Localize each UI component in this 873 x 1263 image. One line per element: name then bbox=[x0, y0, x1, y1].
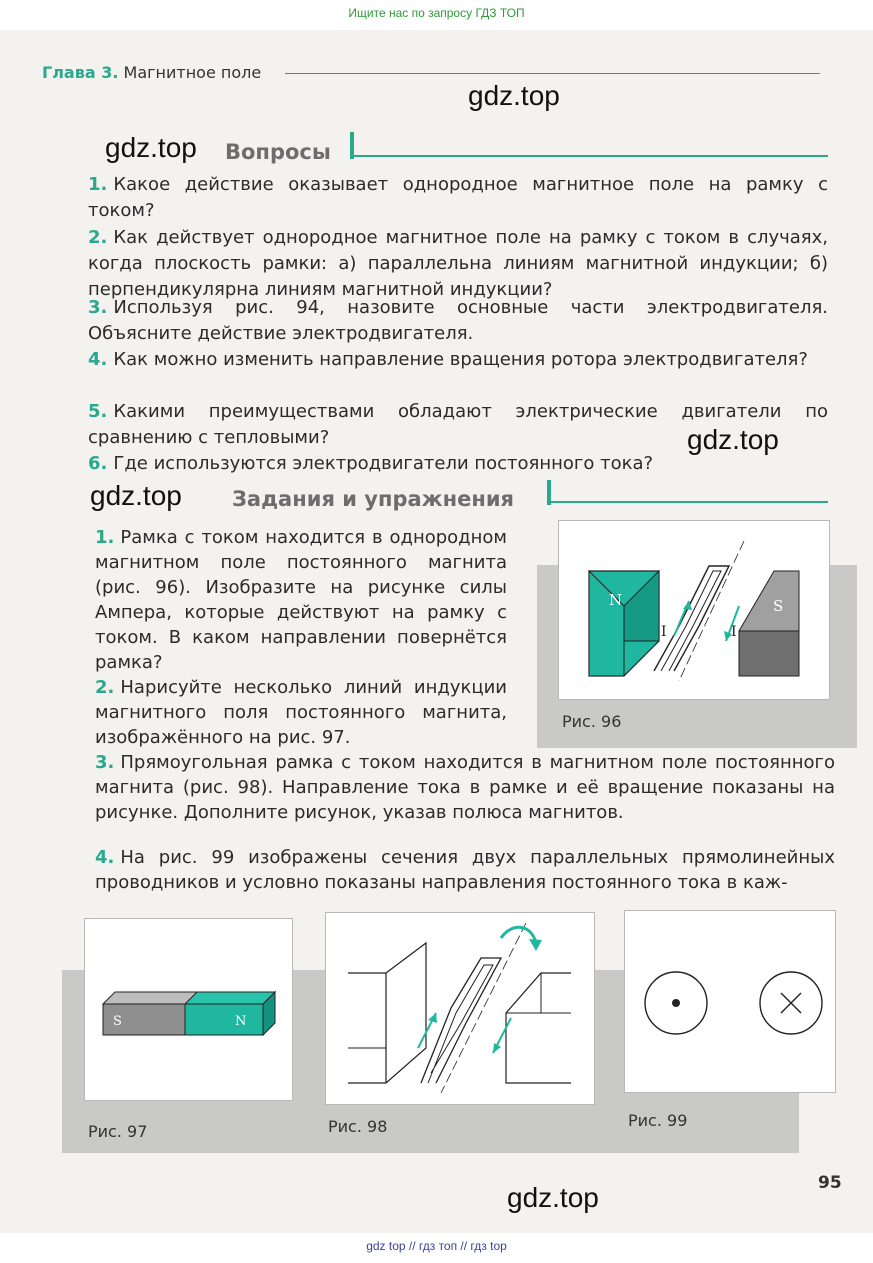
question-item: 6. Где используются электродвигатели постоянного тока? bbox=[88, 453, 654, 474]
chapter-number: Глава 3. bbox=[42, 63, 119, 82]
task-item: 2. Нарисуйте несколько линий индукции магнитного поля постоянного магнита, изображённого на рис. 97. bbox=[95, 677, 507, 748]
tasks-title: Задания и упражнения bbox=[232, 487, 515, 511]
section-rule bbox=[350, 155, 828, 157]
current-label: I bbox=[731, 624, 737, 640]
figure-96 bbox=[558, 520, 830, 700]
pole-n-label: N bbox=[235, 1014, 247, 1029]
pole-s-label: S bbox=[773, 597, 784, 615]
pole-n-label: N bbox=[609, 591, 623, 609]
current-label: I bbox=[661, 624, 667, 640]
watermark: gdz.top bbox=[468, 80, 560, 111]
figure-caption: Рис. 96 bbox=[562, 712, 622, 731]
bottom-banner[interactable]: gdz top // гдз топ // гдз top bbox=[366, 1239, 507, 1253]
question-item: 4. Как можно изменить направление вращения ротора электродвигателя? bbox=[88, 349, 808, 370]
figure-98 bbox=[325, 912, 595, 1105]
figure-caption: Рис. 98 bbox=[328, 1117, 388, 1136]
watermark: gdz.top bbox=[687, 424, 779, 455]
rotation-axis bbox=[679, 541, 744, 681]
question-item: 2. Как действует однородное магнитное поле на рамку с током в случаях, когда плоскость рамки: а) параллельна линиям магнитной индукции; б) перпендикулярна линиям магнитной индукции? bbox=[88, 227, 828, 300]
pole-s-label: S bbox=[113, 1014, 122, 1029]
question-item: 5. Какими преимуществами обладают электрические двигатели по сравнению с тепловыми? bbox=[88, 401, 828, 448]
question-item: 3. Используя рис. 94, назовите основные части электродвигателя. Объясните действие электродвигателя. bbox=[88, 297, 828, 344]
figure-caption: Рис. 97 bbox=[88, 1122, 148, 1141]
top-banner[interactable]: Ищите нас по запросу ГДЗ ТОП bbox=[348, 6, 525, 20]
task-item: 1. Рамка с током находится в однородном магнитном поле постоянного магнита (рис. 96). Изобразите на рисунке силы Ампера, которые действуют на рамку с током. В каком направлении повернётся рамка? bbox=[95, 527, 507, 673]
page-number: 95 bbox=[818, 1173, 842, 1193]
section-rule bbox=[547, 501, 828, 503]
figure-97 bbox=[84, 918, 293, 1101]
figure-99-drawing bbox=[625, 911, 837, 1094]
watermark: gdz.top bbox=[105, 132, 197, 163]
figure-98-drawing bbox=[326, 913, 596, 1106]
questions-title: Вопросы bbox=[225, 140, 331, 164]
task-item: 4. На рис. 99 изображены сечения двух параллельных прямолинейных проводников и условно показаны направления постоянного тока в каж- bbox=[95, 847, 835, 893]
chapter-title: Магнитное поле bbox=[123, 63, 262, 82]
task-item: 3. Прямоугольная рамка с током находится в магнитном поле постоянного магнита (рис. 98). Направление тока в рамке и её вращение показаны на рисунке. Дополните рисунок, указав полюса магнитов. bbox=[95, 752, 835, 823]
magnet-n bbox=[185, 1004, 263, 1035]
watermark: gdz.top bbox=[90, 480, 182, 511]
figure-96-drawing bbox=[559, 521, 831, 701]
figure-caption: Рис. 99 bbox=[628, 1111, 688, 1130]
watermark: gdz.top bbox=[507, 1182, 599, 1213]
chapter-rule bbox=[285, 73, 820, 74]
figure-97-drawing bbox=[85, 919, 294, 1102]
figure-99 bbox=[624, 910, 836, 1093]
question-item: 1. Какое действие оказывает однородное магнитное поле на рамку с током? bbox=[88, 174, 828, 221]
chapter-header bbox=[42, 63, 261, 82]
frame-loop bbox=[654, 566, 729, 671]
